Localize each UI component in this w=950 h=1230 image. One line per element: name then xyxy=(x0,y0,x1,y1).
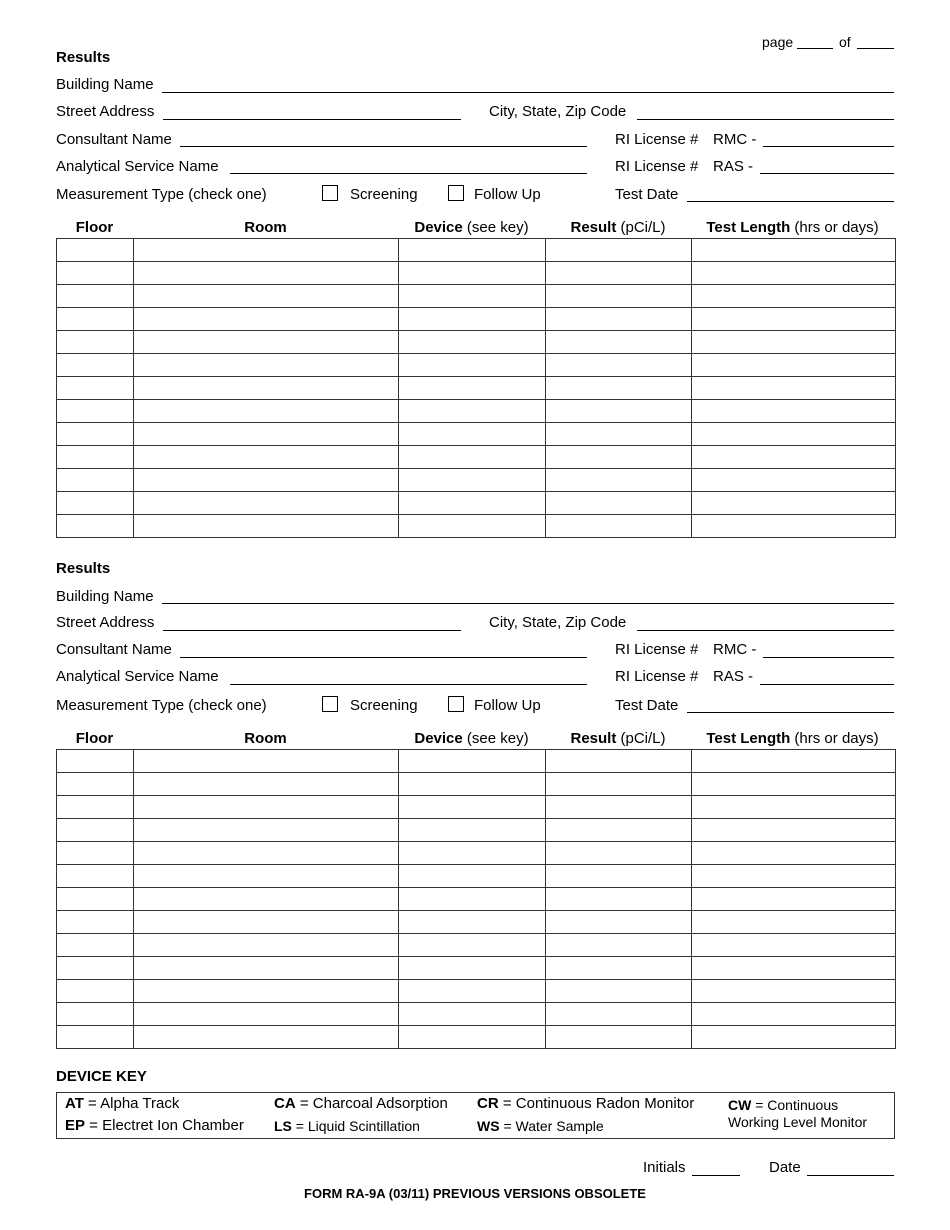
table-row xyxy=(57,980,896,1003)
ras-label: RAS - xyxy=(713,668,754,685)
test-length-header-note: (hrs or days) xyxy=(790,219,879,236)
result-cell[interactable] xyxy=(546,911,692,934)
ras-license-field[interactable] xyxy=(760,684,894,685)
rmc-label: RMC - xyxy=(713,641,757,658)
result-cell[interactable] xyxy=(546,400,692,423)
test-length-column-header xyxy=(691,219,894,237)
room-column-header: Room xyxy=(244,219,287,236)
room-cell[interactable] xyxy=(134,980,399,1003)
room-cell[interactable] xyxy=(134,239,399,262)
street-address-field[interactable] xyxy=(163,630,461,631)
test-length-cell[interactable] xyxy=(692,446,896,469)
table-row xyxy=(57,469,896,492)
test-length-cell[interactable] xyxy=(692,957,896,980)
device-code: CR xyxy=(477,1095,499,1112)
form-identifier: FORM RA-9A (03/11) PREVIOUS VERSIONS OBSOLETE xyxy=(304,1186,646,1201)
table-row xyxy=(57,750,896,773)
device-code: AT xyxy=(65,1095,84,1112)
device-cell[interactable] xyxy=(399,308,546,331)
device-description: = Continuous Radon Monitor xyxy=(498,1095,695,1112)
device-cell[interactable] xyxy=(399,515,546,538)
device-cell[interactable] xyxy=(399,400,546,423)
page-label: page xyxy=(762,34,794,50)
test-length-cell[interactable] xyxy=(692,400,896,423)
result-cell[interactable] xyxy=(546,865,692,888)
rmc-license-field[interactable] xyxy=(763,146,894,147)
analytical-service-label: Analytical Service Name xyxy=(56,158,219,175)
result-cell[interactable] xyxy=(546,262,692,285)
room-cell[interactable] xyxy=(134,865,399,888)
measurement-type-label: Measurement Type (check one) xyxy=(56,186,267,203)
room-cell[interactable] xyxy=(134,888,399,911)
floor-cell[interactable] xyxy=(57,980,134,1003)
floor-cell[interactable] xyxy=(57,796,134,819)
device-cell[interactable] xyxy=(399,1003,546,1026)
ri-license-label: RI License # xyxy=(615,668,699,685)
floor-cell[interactable] xyxy=(57,934,134,957)
room-cell[interactable] xyxy=(134,377,399,400)
room-cell[interactable] xyxy=(134,773,399,796)
room-cell[interactable] xyxy=(134,492,399,515)
room-cell[interactable] xyxy=(134,515,399,538)
device-key-item xyxy=(477,1117,604,1135)
table-row xyxy=(57,957,896,980)
test-date-label: Test Date xyxy=(615,186,679,203)
result-cell[interactable] xyxy=(546,239,692,262)
floor-cell[interactable] xyxy=(57,469,134,492)
floor-cell[interactable] xyxy=(57,492,134,515)
device-header-bold: Device xyxy=(414,219,463,236)
result-cell[interactable] xyxy=(546,331,692,354)
floor-cell[interactable] xyxy=(57,888,134,911)
result-header-note: (pCi/L) xyxy=(616,219,666,236)
table-row xyxy=(57,888,896,911)
consultant-name-label: Consultant Name xyxy=(56,641,172,658)
floor-column-header: Floor xyxy=(75,730,114,747)
floor-cell[interactable] xyxy=(57,773,134,796)
results-table xyxy=(56,238,896,538)
result-cell[interactable] xyxy=(546,888,692,911)
screening-label: Screening xyxy=(350,697,418,714)
table-row xyxy=(57,354,896,377)
result-cell[interactable] xyxy=(546,515,692,538)
device-cell[interactable] xyxy=(399,1026,546,1049)
date-label: Date xyxy=(769,1159,801,1176)
analytical-service-label: Analytical Service Name xyxy=(56,668,219,685)
test-length-column-header xyxy=(691,730,894,748)
test-length-cell[interactable] xyxy=(692,285,896,308)
ri-license-label: RI License # xyxy=(615,641,699,658)
test-date-field[interactable] xyxy=(687,201,894,202)
screening-label: Screening xyxy=(350,186,418,203)
city-state-zip-label: City, State, Zip Code xyxy=(489,103,627,120)
device-cell[interactable] xyxy=(399,911,546,934)
floor-cell[interactable] xyxy=(57,400,134,423)
result-cell[interactable] xyxy=(546,934,692,957)
result-cell[interactable] xyxy=(546,842,692,865)
floor-cell[interactable] xyxy=(57,750,134,773)
ras-license-field[interactable] xyxy=(760,173,894,174)
room-cell[interactable] xyxy=(134,400,399,423)
device-description: = Alpha Track xyxy=(83,1095,180,1112)
table-row xyxy=(57,285,896,308)
result-cell[interactable] xyxy=(546,423,692,446)
room-cell[interactable] xyxy=(134,308,399,331)
city-state-zip-field[interactable] xyxy=(637,630,894,631)
result-cell[interactable] xyxy=(546,773,692,796)
table-row xyxy=(57,515,896,538)
device-cell[interactable] xyxy=(399,354,546,377)
device-cell[interactable] xyxy=(399,285,546,308)
device-cell[interactable] xyxy=(399,888,546,911)
floor-cell[interactable] xyxy=(57,1003,134,1026)
device-cell[interactable] xyxy=(399,377,546,400)
ri-license-label: RI License # xyxy=(615,131,699,148)
device-key-item xyxy=(477,1095,694,1113)
ri-license-label: RI License # xyxy=(615,158,699,175)
floor-cell[interactable] xyxy=(57,262,134,285)
floor-cell[interactable] xyxy=(57,911,134,934)
device-key-item-continued: Working Level Monitor xyxy=(728,1114,868,1130)
building-name-field[interactable] xyxy=(162,603,894,604)
result-header-bold: Result xyxy=(570,730,617,747)
table-row xyxy=(57,423,896,446)
test-length-cell[interactable] xyxy=(692,377,896,400)
device-column-header xyxy=(398,730,545,748)
result-cell[interactable] xyxy=(546,308,692,331)
device-key-item xyxy=(728,1096,838,1114)
table-row xyxy=(57,819,896,842)
test-length-cell[interactable] xyxy=(692,911,896,934)
device-cell[interactable] xyxy=(399,865,546,888)
rmc-label: RMC - xyxy=(713,131,757,148)
test-length-cell[interactable] xyxy=(692,492,896,515)
room-cell[interactable] xyxy=(134,796,399,819)
room-cell[interactable] xyxy=(134,934,399,957)
result-cell[interactable] xyxy=(546,819,692,842)
city-state-zip-label: City, State, Zip Code xyxy=(489,614,627,631)
test-length-cell[interactable] xyxy=(692,773,896,796)
street-address-field[interactable] xyxy=(163,119,461,120)
test-length-cell[interactable] xyxy=(692,796,896,819)
screening-checkbox[interactable] xyxy=(322,696,338,712)
test-length-cell[interactable] xyxy=(692,842,896,865)
result-column-header xyxy=(545,730,691,748)
floor-cell[interactable] xyxy=(57,842,134,865)
device-description: = Water Sample xyxy=(499,1118,604,1134)
test-date-label: Test Date xyxy=(615,697,679,714)
test-length-header-note: (hrs or days) xyxy=(790,730,879,747)
test-length-header-bold: Test Length xyxy=(706,219,791,236)
table-row xyxy=(57,842,896,865)
result-cell[interactable] xyxy=(546,1026,692,1049)
test-length-header-bold: Test Length xyxy=(706,730,791,747)
device-code: EP xyxy=(65,1117,86,1134)
follow-up-checkbox[interactable] xyxy=(448,185,464,201)
device-cell[interactable] xyxy=(399,331,546,354)
test-length-cell[interactable] xyxy=(692,750,896,773)
page-number-field[interactable] xyxy=(797,48,833,49)
table-row xyxy=(57,865,896,888)
floor-cell[interactable] xyxy=(57,957,134,980)
device-cell[interactable] xyxy=(399,842,546,865)
result-cell[interactable] xyxy=(546,377,692,400)
follow-up-label: Follow Up xyxy=(474,697,541,714)
test-length-cell[interactable] xyxy=(692,865,896,888)
section-title: Results xyxy=(56,49,111,66)
ras-label: RAS - xyxy=(713,158,754,175)
result-cell[interactable] xyxy=(546,446,692,469)
initials-field[interactable] xyxy=(692,1175,740,1176)
device-cell[interactable] xyxy=(399,492,546,515)
device-cell[interactable] xyxy=(399,819,546,842)
room-cell[interactable] xyxy=(134,911,399,934)
floor-cell[interactable] xyxy=(57,865,134,888)
result-cell[interactable] xyxy=(546,492,692,515)
table-row xyxy=(57,262,896,285)
result-cell[interactable] xyxy=(546,796,692,819)
table-row xyxy=(57,911,896,934)
device-key-item xyxy=(65,1095,179,1113)
result-cell[interactable] xyxy=(546,1003,692,1026)
measurement-type-label: Measurement Type (check one) xyxy=(56,697,267,714)
device-cell[interactable] xyxy=(399,957,546,980)
date-field[interactable] xyxy=(807,1175,894,1176)
device-cell[interactable] xyxy=(399,934,546,957)
test-length-cell[interactable] xyxy=(692,423,896,446)
table-row xyxy=(57,377,896,400)
result-cell[interactable] xyxy=(546,469,692,492)
device-key-item xyxy=(65,1117,244,1135)
city-state-zip-field[interactable] xyxy=(637,119,894,120)
floor-cell[interactable] xyxy=(57,1026,134,1049)
floor-column-header: Floor xyxy=(75,219,114,236)
test-length-cell[interactable] xyxy=(692,354,896,377)
result-column-header xyxy=(545,219,691,237)
device-cell[interactable] xyxy=(399,796,546,819)
floor-cell[interactable] xyxy=(57,239,134,262)
consultant-name-field[interactable] xyxy=(180,146,587,147)
page-total-field[interactable] xyxy=(857,48,894,49)
room-cell[interactable] xyxy=(134,331,399,354)
initials-label: Initials xyxy=(643,1159,686,1176)
floor-cell[interactable] xyxy=(57,285,134,308)
room-cell[interactable] xyxy=(134,423,399,446)
rmc-license-field[interactable] xyxy=(763,657,894,658)
floor-cell[interactable] xyxy=(57,331,134,354)
device-description: = Charcoal Adsorption xyxy=(295,1095,448,1112)
room-column-header: Room xyxy=(244,730,287,747)
test-length-cell[interactable] xyxy=(692,515,896,538)
room-cell[interactable] xyxy=(134,819,399,842)
device-cell[interactable] xyxy=(399,469,546,492)
floor-cell[interactable] xyxy=(57,308,134,331)
room-cell[interactable] xyxy=(134,446,399,469)
building-name-label: Building Name xyxy=(56,588,154,605)
table-row xyxy=(57,1003,896,1026)
consultant-name-label: Consultant Name xyxy=(56,131,172,148)
device-code: LS xyxy=(274,1118,292,1134)
test-length-cell[interactable] xyxy=(692,934,896,957)
floor-cell[interactable] xyxy=(57,354,134,377)
device-header-note: (see key) xyxy=(462,219,529,236)
table-row xyxy=(57,446,896,469)
follow-up-label: Follow Up xyxy=(474,186,541,203)
building-name-field[interactable] xyxy=(162,92,894,93)
result-cell[interactable] xyxy=(546,980,692,1003)
test-date-field[interactable] xyxy=(687,712,894,713)
test-length-cell[interactable] xyxy=(692,239,896,262)
follow-up-checkbox[interactable] xyxy=(448,696,464,712)
device-header-bold: Device xyxy=(414,730,463,747)
table-row xyxy=(57,331,896,354)
result-header-bold: Result xyxy=(570,219,617,236)
test-length-cell[interactable] xyxy=(692,1003,896,1026)
floor-cell[interactable] xyxy=(57,515,134,538)
table-row xyxy=(57,1026,896,1049)
room-cell[interactable] xyxy=(134,469,399,492)
device-description: = Liquid Scintillation xyxy=(291,1118,420,1134)
building-name-label: Building Name xyxy=(56,76,154,93)
device-key-item xyxy=(274,1095,448,1113)
test-length-cell[interactable] xyxy=(692,262,896,285)
device-description: = Electret Ion Chamber xyxy=(85,1117,244,1134)
floor-cell[interactable] xyxy=(57,423,134,446)
device-cell[interactable] xyxy=(399,750,546,773)
street-address-label: Street Address xyxy=(56,614,155,631)
result-cell[interactable] xyxy=(546,750,692,773)
device-code: WS xyxy=(477,1118,500,1134)
room-cell[interactable] xyxy=(134,842,399,865)
room-cell[interactable] xyxy=(134,1026,399,1049)
table-row xyxy=(57,400,896,423)
test-length-cell[interactable] xyxy=(692,331,896,354)
device-code: CW xyxy=(728,1097,752,1113)
room-cell[interactable] xyxy=(134,1003,399,1026)
device-code: CA xyxy=(274,1095,296,1112)
result-header-note: (pCi/L) xyxy=(616,730,666,747)
table-row xyxy=(57,796,896,819)
floor-cell[interactable] xyxy=(57,819,134,842)
device-header-note: (see key) xyxy=(462,730,529,747)
street-address-label: Street Address xyxy=(56,103,155,120)
device-column-header xyxy=(398,219,545,237)
device-description: = Continuous xyxy=(751,1097,839,1113)
floor-cell[interactable] xyxy=(57,377,134,400)
analytical-service-field[interactable] xyxy=(230,173,587,174)
result-cell[interactable] xyxy=(546,957,692,980)
room-cell[interactable] xyxy=(134,262,399,285)
test-length-cell[interactable] xyxy=(692,980,896,1003)
consultant-name-field[interactable] xyxy=(180,657,587,658)
analytical-service-field[interactable] xyxy=(230,684,587,685)
test-length-cell[interactable] xyxy=(692,308,896,331)
result-cell[interactable] xyxy=(546,354,692,377)
table-row xyxy=(57,239,896,262)
section-title: Results xyxy=(56,560,111,577)
test-length-cell[interactable] xyxy=(692,1026,896,1049)
table-row xyxy=(57,934,896,957)
page-of-label: of xyxy=(839,34,851,50)
room-cell[interactable] xyxy=(134,285,399,308)
table-row xyxy=(57,773,896,796)
test-length-cell[interactable] xyxy=(692,469,896,492)
floor-cell[interactable] xyxy=(57,446,134,469)
device-cell[interactable] xyxy=(399,239,546,262)
device-cell[interactable] xyxy=(399,423,546,446)
device-cell[interactable] xyxy=(399,773,546,796)
table-row xyxy=(57,308,896,331)
room-cell[interactable] xyxy=(134,957,399,980)
result-cell[interactable] xyxy=(546,285,692,308)
results-table xyxy=(56,749,896,1049)
screening-checkbox[interactable] xyxy=(322,185,338,201)
device-key-item xyxy=(274,1117,420,1135)
device-cell[interactable] xyxy=(399,980,546,1003)
test-length-cell[interactable] xyxy=(692,888,896,911)
device-cell[interactable] xyxy=(399,262,546,285)
device-key-title: DEVICE KEY xyxy=(56,1068,147,1085)
device-cell[interactable] xyxy=(399,446,546,469)
room-cell[interactable] xyxy=(134,354,399,377)
room-cell[interactable] xyxy=(134,750,399,773)
table-row xyxy=(57,492,896,515)
test-length-cell[interactable] xyxy=(692,819,896,842)
